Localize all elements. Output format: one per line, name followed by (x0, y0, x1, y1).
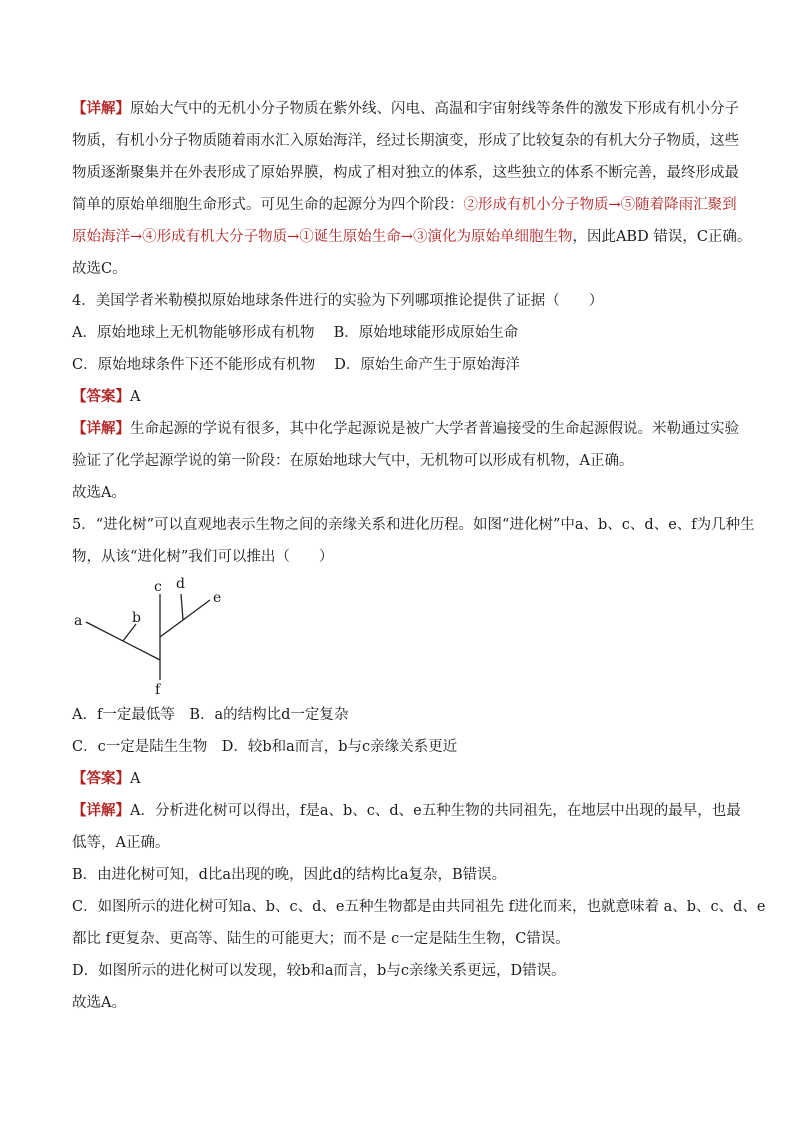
tree-label-f: f (155, 682, 161, 698)
evolution-tree-diagram (70, 572, 240, 698)
detail-tag: 【详解】 (72, 100, 130, 117)
q5-conclusion: 故选A。 (72, 995, 126, 1011)
q5-stem-line-1: 5．“进化树”可以直观地表示生物之间的亲缘关系和进化历程。如图“进化树”中a、b、c、d、e、f为几种生 (72, 517, 755, 533)
q5-answer (72, 768, 732, 790)
q3-detail-text-4a: 简单的原始单细胞生命形式。可见生命的起源分为四个阶段： (72, 197, 464, 213)
q3-detail-line-1 (72, 98, 739, 120)
tree-branch-b (123, 624, 136, 641)
q5-options-row-2: C．c一定是陆生生物 D．较b和a而言，b与c亲缘关系更近 (72, 739, 458, 755)
q3-detail-line-4 (72, 194, 737, 216)
q4-stem: 4．美国学者米勒模拟原始地球条件进行的实验为下列哪项推论提供了证据（ ） (72, 293, 604, 309)
q5-stem-line-2: 物，从该“进化树”我们可以推出（ ） (72, 549, 334, 565)
q5-detail-line-2: 低等，A正确。 (72, 835, 170, 851)
q4-answer-value: A (130, 389, 141, 405)
q3-stage-sequence-b: 原始海洋→④形成有机大分子物质→①诞生原始生命→③演化为原始单细胞生物 (72, 229, 573, 245)
q3-detail-text-1: 原始大气中的无机小分子物质在紫外线、闪电、高温和宇宙射线等条件的激发下形成有机小分子 (130, 101, 739, 117)
q5-detail-b: B．由进化树可知，d比a出现的晚，因此d的结构比a复杂，B错误。 (72, 867, 507, 883)
q5-detail-c-line-2: 都比 f更复杂、更高等、陆生的可能更大；而不是 c一定是陆生生物，C错误。 (72, 931, 570, 947)
q3-conclusion: 故选C。 (72, 261, 127, 277)
tree-label-d: d (176, 576, 185, 592)
answer-tag: 【答案】 (72, 770, 130, 787)
tree-branch-d (181, 594, 183, 620)
tree-branch-e (160, 600, 210, 637)
detail-tag: 【详解】 (72, 802, 130, 819)
q4-conclusion: 故选A。 (72, 485, 126, 501)
q4-options-row-1: A．原始地球上无机物能够形成有机物 B．原始地球能形成原始生命 (72, 325, 519, 341)
tree-label-a: a (74, 613, 83, 629)
answer-tag: 【答案】 (72, 388, 130, 405)
q4-options-row-2: C．原始地球条件下还不能形成有机物 D．原始生命产生于原始海洋 (72, 357, 520, 373)
tree-label-b: b (132, 610, 141, 626)
q5-options-row-1: A．f一定最低等 B．a的结构比d一定复杂 (72, 707, 349, 723)
tree-label-e: e (213, 590, 222, 606)
q5-detail-c-line-1: C．如图所示的进化树可知a、b、c、d、e五种生物都是由共同祖先 f进化而来，也就意味着 a、b、c、d、e (72, 899, 766, 915)
q3-detail-line-3: 物质逐渐聚集并在外表形成了原始界膜，构成了相对独立的体系，这些独立的体系不断完善，最终形成最 (72, 165, 739, 181)
q4-detail-text-1: 生命起源的学说有很多，其中化学起源说是被广大学者普遍接受的生命起源假说。米勒通过实验 (130, 421, 739, 437)
tree-label-c: c (154, 579, 162, 595)
q5-detail-d: D．如图所示的进化树可以发现，较b和a而言，b与c亲缘关系更远，D错误。 (72, 963, 566, 979)
q4-detail-line-2: 验证了化学起源学说的第一阶段：在原始地球大气中，无机物可以形成有机物，A正确。 (72, 453, 634, 469)
q5-detail-text-1: A．分析进化树可以得出，f是a、b、c、d、e五种生物的共同祖先，在地层中出现的最早，也最 (130, 803, 741, 819)
q4-answer (72, 386, 732, 408)
q3-stage-sequence-a: ②形成有机小分子物质→⑤随着降雨汇聚到 (463, 197, 737, 213)
q5-answer-value: A (130, 771, 141, 787)
q3-detail-line-5 (72, 226, 752, 248)
q3-detail-line-2: 物质，有机小分子物质随着雨水汇入原始海洋，经过长期演变，形成了比较复杂的有机大分子物质，这些 (72, 133, 739, 149)
q4-detail-line-1 (72, 418, 739, 440)
q3-detail-text-5b: ，因此ABD 错误，C正确。 (572, 229, 752, 245)
q5-detail-line-1 (72, 800, 741, 822)
detail-tag: 【详解】 (72, 420, 130, 437)
